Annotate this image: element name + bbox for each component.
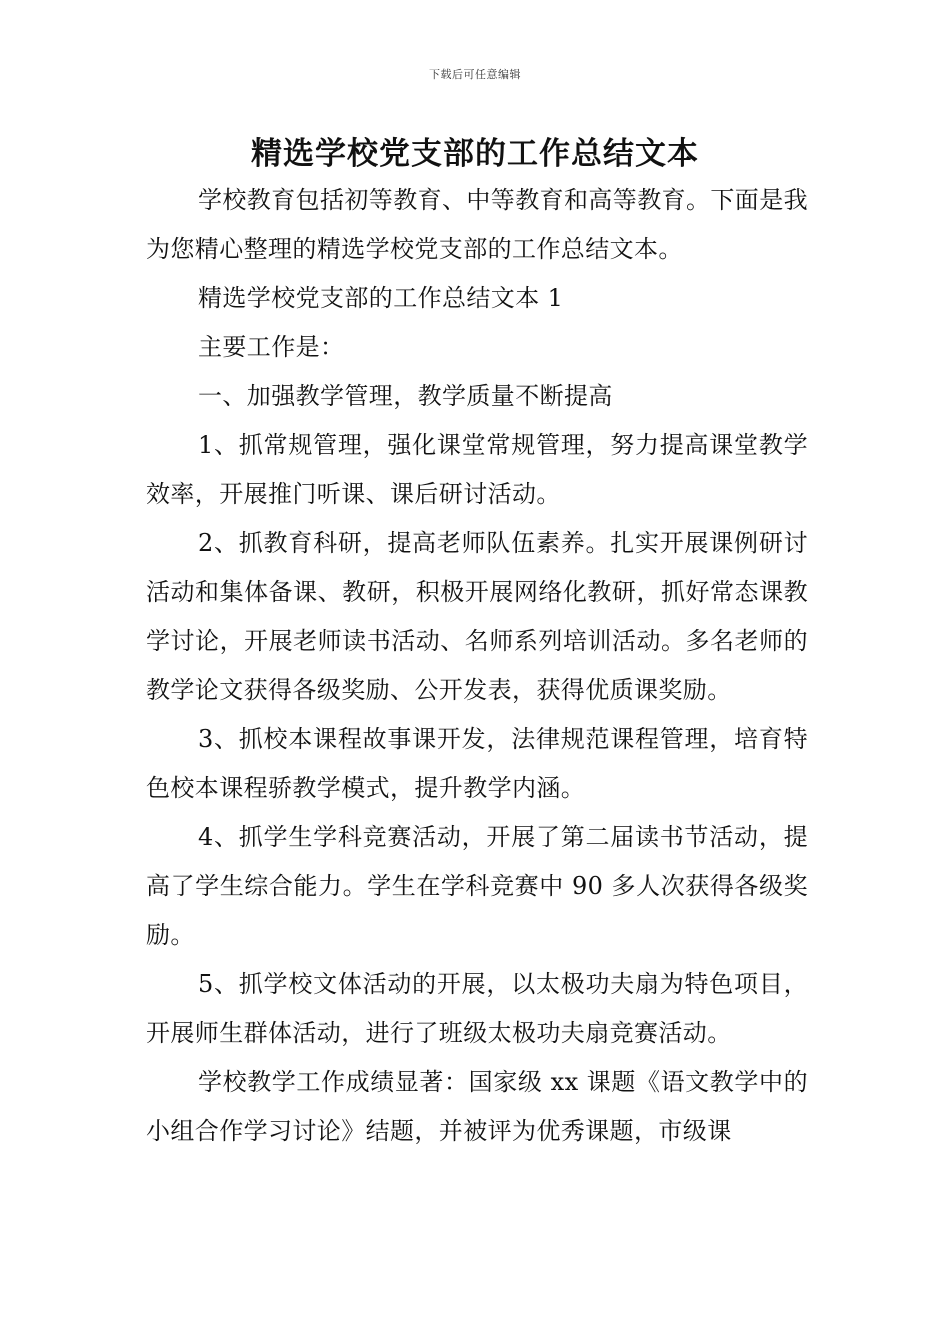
- paragraph-item-3: 3、抓校本课程故事课开发，法律规范课程管理，培育特色校本课程骄教学模式，提升教学内涵。: [146, 725, 808, 802]
- paragraph-item-2: 2、抓教育科研，提高老师队伍素养。扎实开展课例研讨活动和集体备课、教研，积极开展网络化教研，抓好常态课教学讨论，开展老师读书活动、名师系列培训活动。多名老师的教学论文获得各级奖励、公开发表，获得优质课奖励。: [146, 529, 808, 704]
- paragraph-section-heading: 一、加强教学管理，教学质量不断提高: [198, 382, 613, 410]
- paragraph-achievements: 学校教学工作成绩显著：国家级 xx 课题《语文教学中的小组合作学习讨论》结题，并被评为优秀课题，市级课: [146, 1068, 808, 1145]
- paragraph-subtitle: 精选学校党支部的工作总结文本 1: [198, 284, 564, 312]
- paragraph-item-5: 5、抓学校文体活动的开展，以太极功夫扇为特色项目，开展师生群体活动，进行了班级太极功夫扇竞赛活动。: [146, 970, 808, 1047]
- paragraph-main-work: 主要工作是：: [198, 333, 345, 361]
- header-note: 下载后可任意编辑: [429, 68, 521, 81]
- paragraph-item-1: 1、抓常规管理，强化课堂常规管理，努力提高课堂教学效率，开展推门听课、课后研讨活动。: [146, 431, 808, 508]
- paragraph-item-4: 4、抓学生学科竞赛活动，开展了第二届读书节活动，提高了学生综合能力。学生在学科竞赛中 90 多人次获得各级奖励。: [146, 823, 808, 949]
- document-title: 精选学校党支部的工作总结文本: [251, 136, 699, 172]
- document-body: [146, 176, 808, 1156]
- paragraph-intro: 学校教育包括初等教育、中等教育和高等教育。下面是我为您精心整理的精选学校党支部的工作总结文本。: [146, 186, 808, 263]
